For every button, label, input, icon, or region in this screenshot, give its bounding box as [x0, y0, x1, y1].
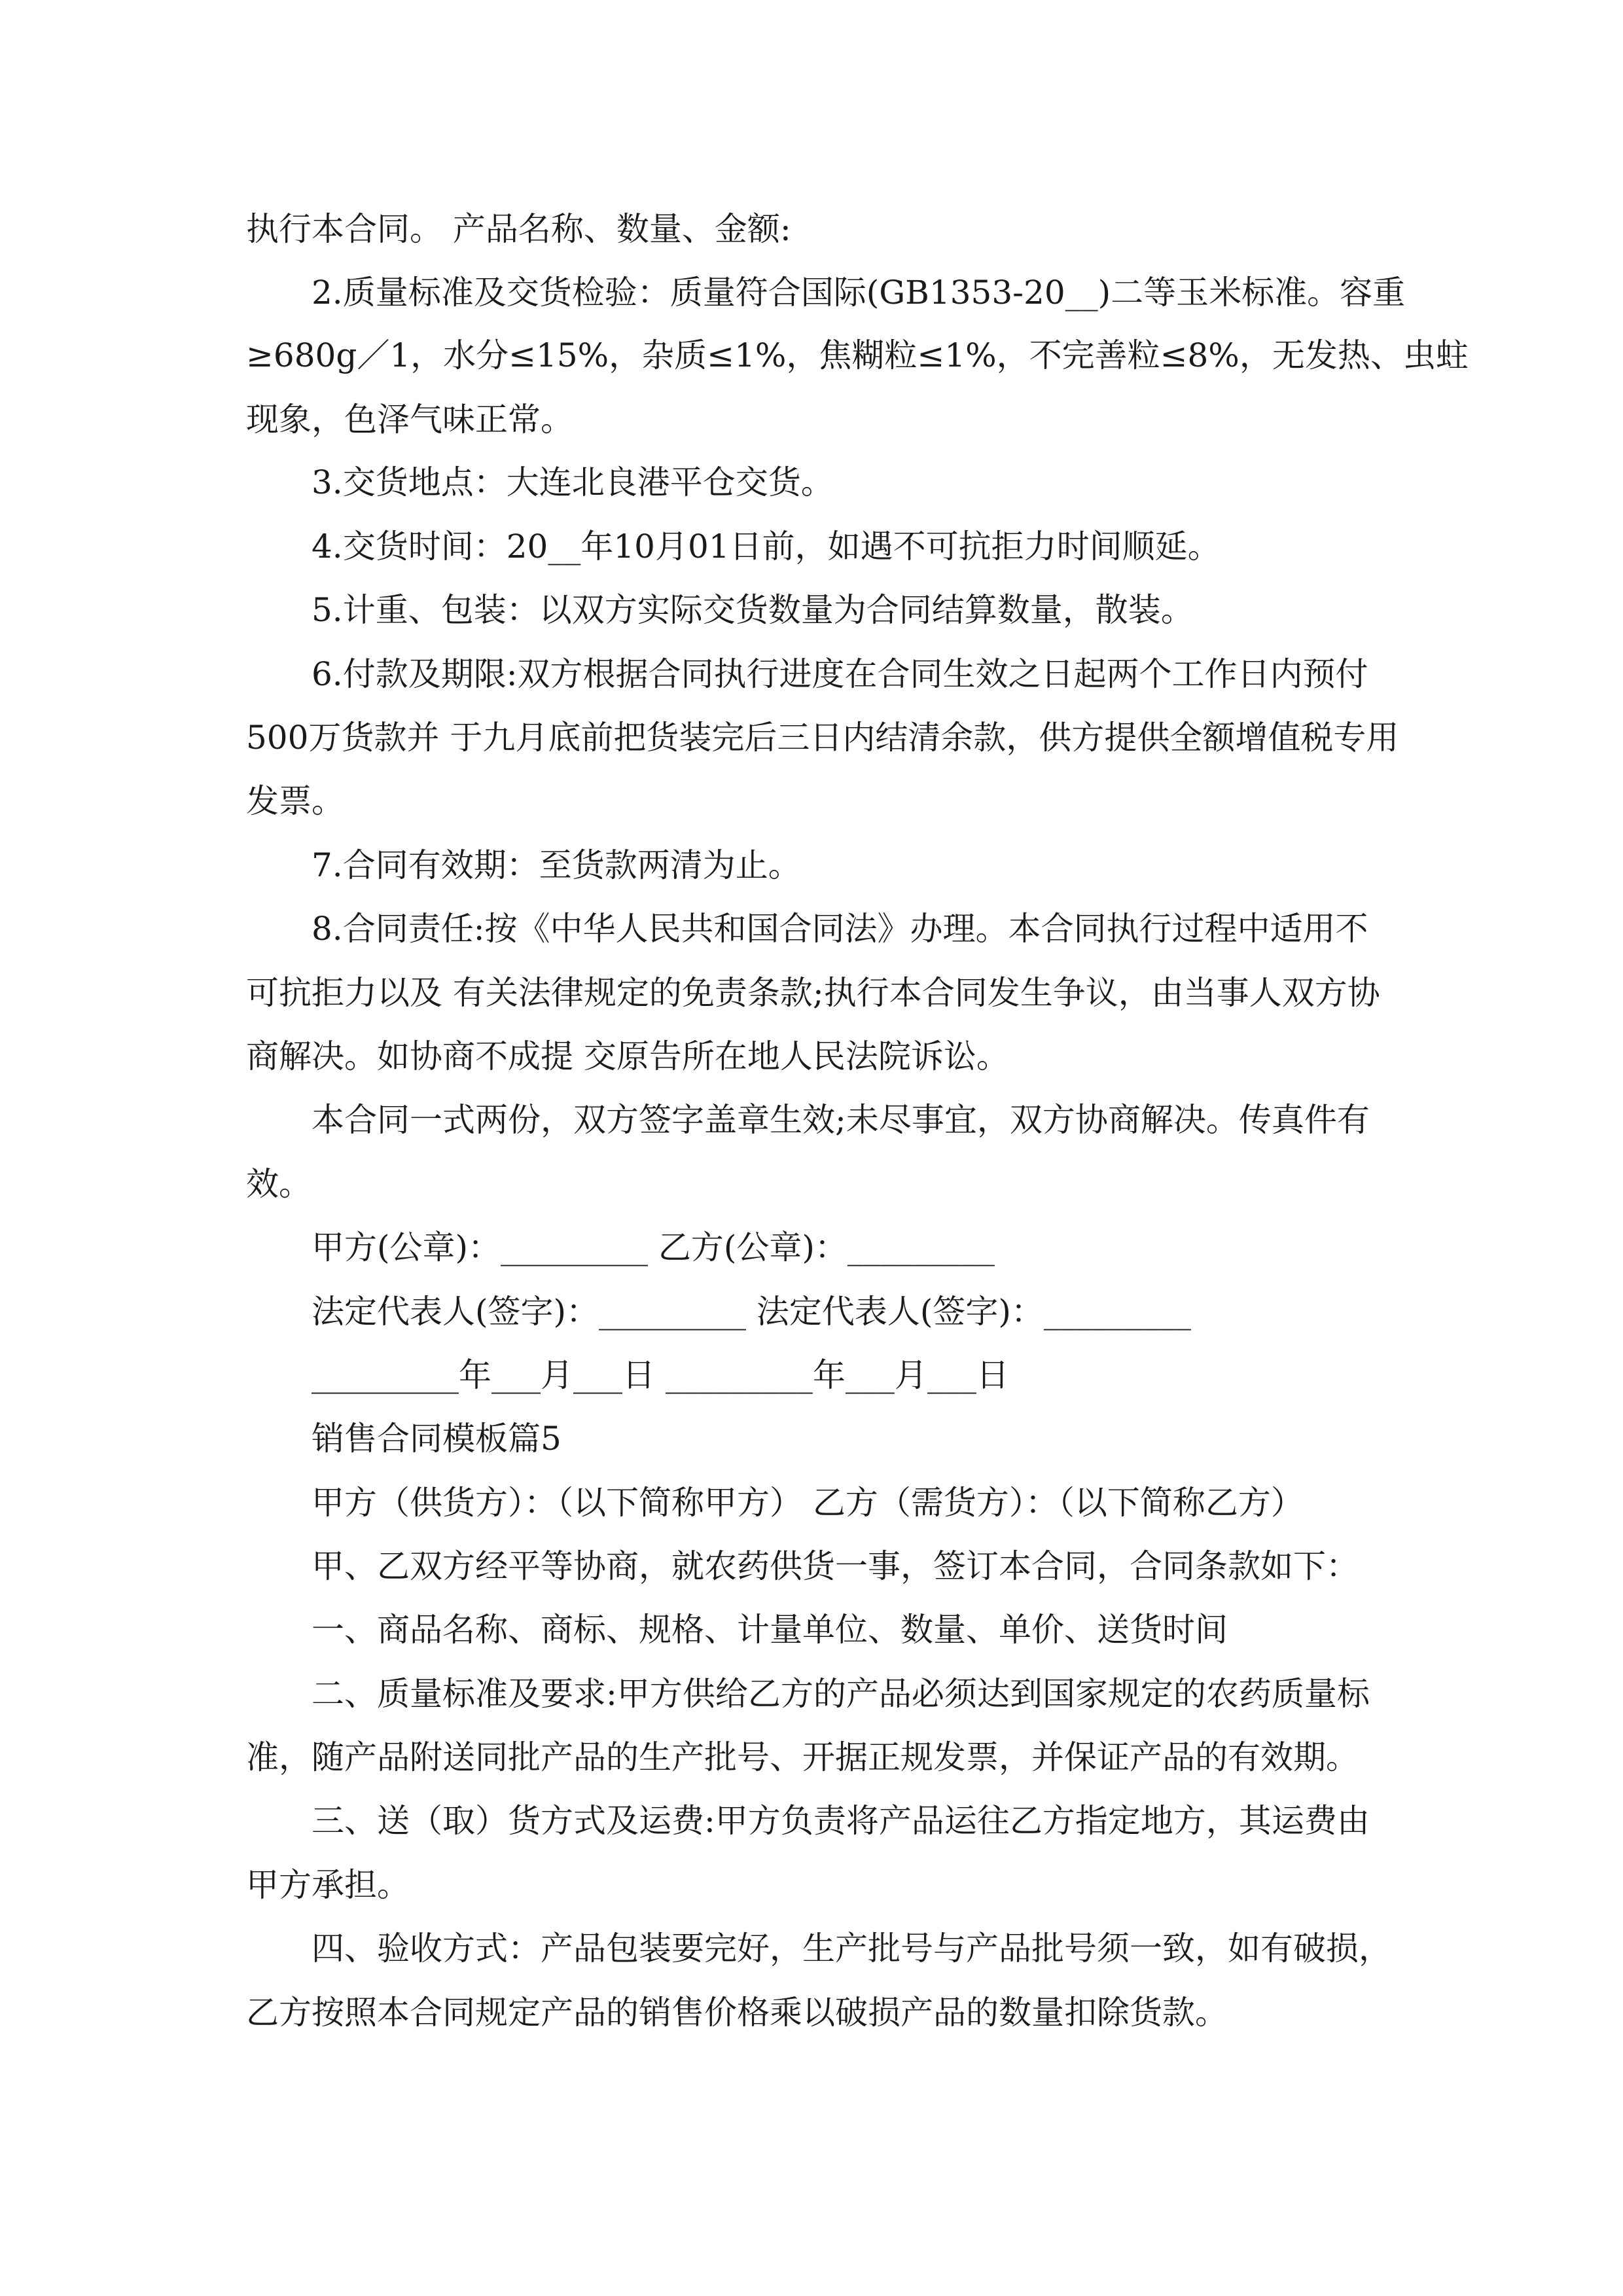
text-line: 发票。: [246, 782, 344, 820]
text-line: 二、质量标准及要求:甲方供给乙方的产品必须达到国家规定的农药质量标: [312, 1675, 1370, 1713]
text-line: 3.交货地点：大连北良港平仓交货。: [312, 463, 834, 501]
text-line: 4.交货时间：20__年10月01日前，如遇不可抗拒力时间顺延。: [312, 528, 1221, 565]
text-line: 6.付款及期限:双方根据合同执行进度在合同生效之日起两个工作日内预付: [312, 655, 1368, 693]
text-line: 乙方按照本合同规定产品的销售价格乘以破损产品的数量扣除货款。: [246, 1994, 1228, 2032]
text-line: 三、送（取）货方式及运费:甲方负责将产品运往乙方指定地方，其运费由: [312, 1802, 1370, 1840]
text-line: 效。: [246, 1165, 312, 1203]
text-line: 一、商品名称、商标、规格、计量单位、数量、单价、送货时间: [312, 1611, 1228, 1649]
text-line: 现象，色泽气味正常。: [246, 401, 573, 439]
text-line: 5.计重、包装：以双方实际交货数量为合同结算数量，散装。: [312, 591, 1194, 629]
text-line: 甲方（供货方）：（以下简称甲方） 乙方（需货方）：（以下简称乙方）: [312, 1484, 1304, 1522]
section-heading: 销售合同模板篇5: [312, 1420, 562, 1458]
signature-line-date: _________年___月___日 _________年___月___日: [312, 1356, 1009, 1394]
signature-line-seal: 甲方(公章)：_________ 乙方(公章)：_________: [312, 1229, 995, 1266]
text-line: 2.质量标准及交货检验：质量符合国际(GB1353-20__)二等玉米标准。容重: [312, 274, 1406, 312]
text-line: 本合同一式两份，双方签字盖章生效;未尽事宜，双方协商解决。传真件有: [312, 1101, 1370, 1139]
text-line: 8.合同责任:按《中华人民共和国合同法》办理。本合同执行过程中适用不: [312, 910, 1368, 948]
text-line: 商解决。如协商不成提 交原告所在地人民法院诉讼。: [246, 1037, 1009, 1075]
text-line: ≥680g／1，水分≤15%，杂质≤1%，焦糊粒≤1%，不完善粒≤8%，无发热、虫蛀: [246, 336, 1469, 374]
text-line: 7.合同有效期：至货款两清为止。: [312, 846, 801, 884]
text-line: 可抗拒力以及 有关法律规定的免责条款;执行本合同发生争议，由当事人双方协: [246, 974, 1380, 1012]
text-line: 执行本合同。 产品名称、数量、金额:: [246, 210, 791, 248]
text-line: 四、验收方式：产品包装要完好，生产批号与产品批号须一致，如有破损，: [312, 1929, 1391, 1967]
text-line: 甲方承担。: [246, 1866, 410, 1904]
signature-line-representative: 法定代表人(签字)：_________ 法定代表人(签字)：_________: [312, 1293, 1191, 1331]
text-line: 准，随产品附送同批产品的生产批号、开据正规发票，并保证产品的有效期。: [246, 1738, 1359, 1776]
text-line: 500万货款并 于九月底前把货装完后三日内结清余款，供方提供全额增值税专用: [246, 719, 1399, 757]
text-line: 甲、乙双方经平等协商，就农药供货一事，签订本合同，合同条款如下：: [312, 1547, 1359, 1585]
